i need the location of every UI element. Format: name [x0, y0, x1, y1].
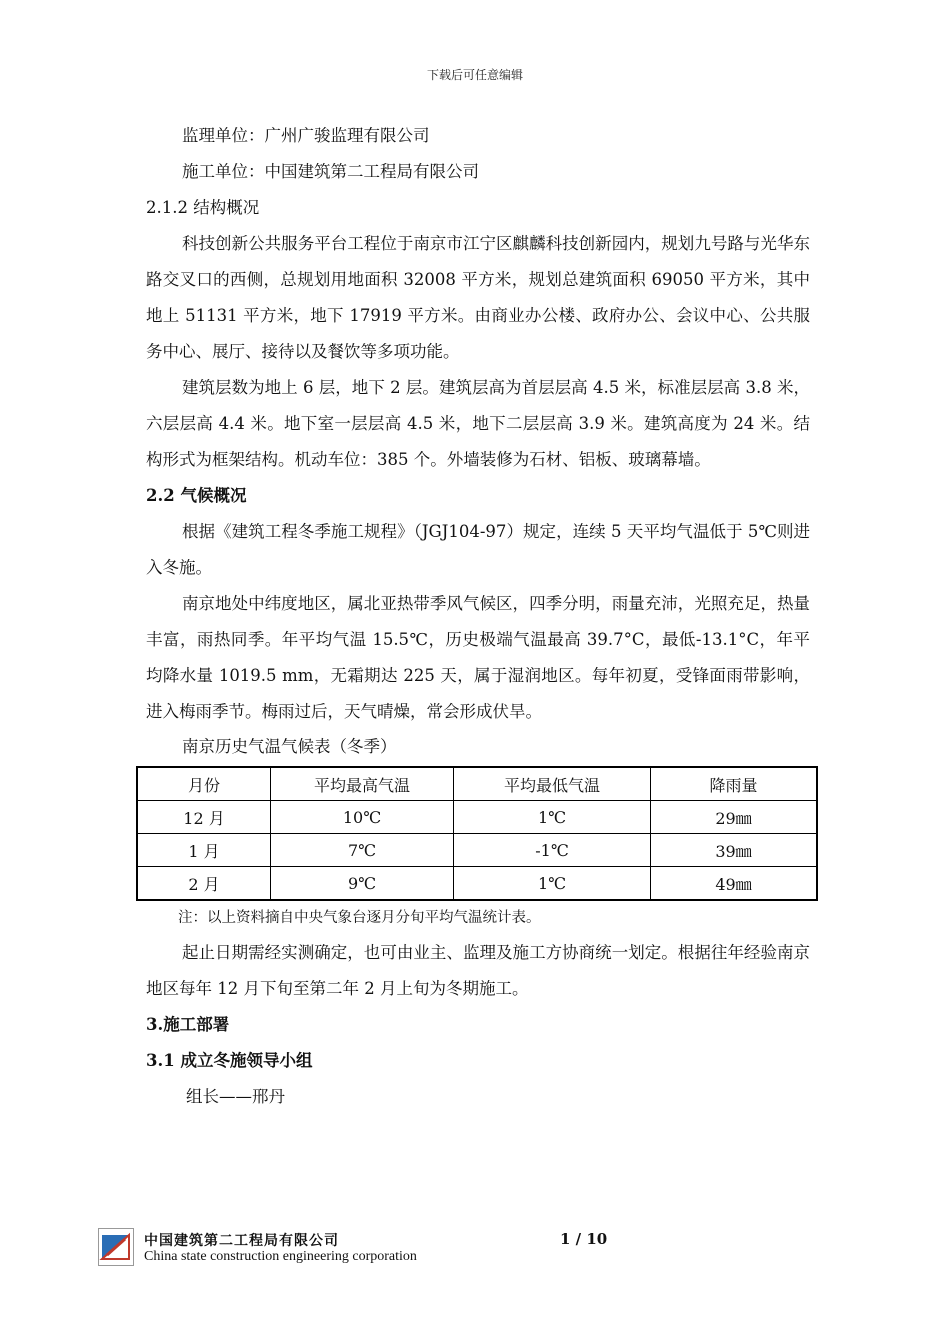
table-cell: 10℃	[271, 801, 454, 834]
table-header-cell: 平均最高气温	[271, 767, 454, 801]
table-cell: 2 月	[137, 867, 271, 901]
paragraph-dates: 起止日期需经实测确定，也可由业主、监理及施工方协商统一划定。根据往年经验南京地区每年 12 月下旬至第二年 2 月上旬为冬期施工。	[146, 943, 810, 998]
heading-structure: 2.1.2 结构概况	[146, 198, 260, 217]
footer-company-cn: 中国建筑第二工程局有限公司	[144, 1233, 339, 1249]
climate-table	[136, 766, 818, 901]
heading-leadership-group: 3.1 成立冬施领导小组	[146, 1051, 313, 1070]
page-header: 下载后可任意编辑	[426, 68, 523, 82]
document-body	[146, 118, 810, 1115]
table-header-cell: 平均最低气温	[454, 767, 651, 801]
table-cell: 29㎜	[651, 801, 818, 834]
table-cell: 9℃	[271, 867, 454, 901]
table-cell: 39㎜	[651, 834, 818, 867]
paragraph-climate-2: 南京地处中纬度地区，属北亚热带季风气候区，四季分明，雨量充沛，光照充足，热量丰富，雨热同季。年平均气温 15.5℃，历史极端气温最高 39.7°C，最低-13.1°C，年平均降水量 1019.5 mm，无霜期达 225 天，属于湿润地区。每年初夏，受锋面雨带影响，进入梅雨季节。梅雨过后，天气晴燥，常会形成伏旱。	[146, 594, 810, 721]
table-cell: 7℃	[271, 834, 454, 867]
table-cell: 1 月	[137, 834, 271, 867]
supervisor-line: 监理单位：广州广骏监理有限公司	[182, 126, 430, 145]
table-header-row	[137, 767, 817, 801]
table-row	[137, 867, 817, 901]
paragraph-structure-2: 建筑层数为地上 6 层，地下 2 层。建筑层高为首层层高 4.5 米，标准层层高 3.8 米，六层层高 4.4 米。地下室一层层高 4.5 米，地下二层层高 3.9 米。建筑高度为 24 米。结构形式为框架结构。机动车位：385 个。外墙装修为石材、铝板、玻璃幕墙。	[146, 378, 810, 469]
table-row	[137, 801, 817, 834]
page-number: 1 / 10	[560, 1230, 608, 1248]
leader-line: 组长——邢丹	[186, 1087, 285, 1106]
table-header-cell: 降雨量	[651, 767, 818, 801]
table-caption: 南京历史气温气候表（冬季）	[182, 737, 397, 756]
page-footer	[98, 1228, 858, 1268]
footer-company-en: China state construction engineering corporation	[144, 1249, 417, 1264]
paragraph-climate-1: 根据《建筑工程冬季施工规程》（JGJ104-97）规定，连续 5 天平均气温低于 5℃则进入冬施。	[146, 522, 810, 577]
table-header-cell: 月份	[137, 767, 271, 801]
heading-deployment: 3.施工部署	[146, 1015, 230, 1034]
paragraph-structure-1: 科技创新公共服务平台工程位于南京市江宁区麒麟科技创新园内，规划九号路与光华东路交叉口的西侧，总规划用地面积 32008 平方米，规划总建筑面积 69050 平方米，其中地上 51131 平方米，地下 17919 平方米。由商业办公楼、政府办公、会议中心、公共服务中心、展厅、接待以及餐饮等多项功能。	[146, 234, 810, 361]
table-row	[137, 834, 817, 867]
table-cell: 12 月	[137, 801, 271, 834]
contractor-line: 施工单位：中国建筑第二工程局有限公司	[182, 162, 479, 181]
table-note: 注：以上资料摘自中央气象台逐月分旬平均气温统计表。	[178, 910, 541, 926]
table-cell: 1℃	[454, 867, 651, 901]
table-cell: -1℃	[454, 834, 651, 867]
table-cell: 49㎜	[651, 867, 818, 901]
company-logo-icon	[98, 1228, 134, 1266]
table-cell: 1℃	[454, 801, 651, 834]
heading-climate: 2.2 气候概况	[146, 486, 247, 505]
